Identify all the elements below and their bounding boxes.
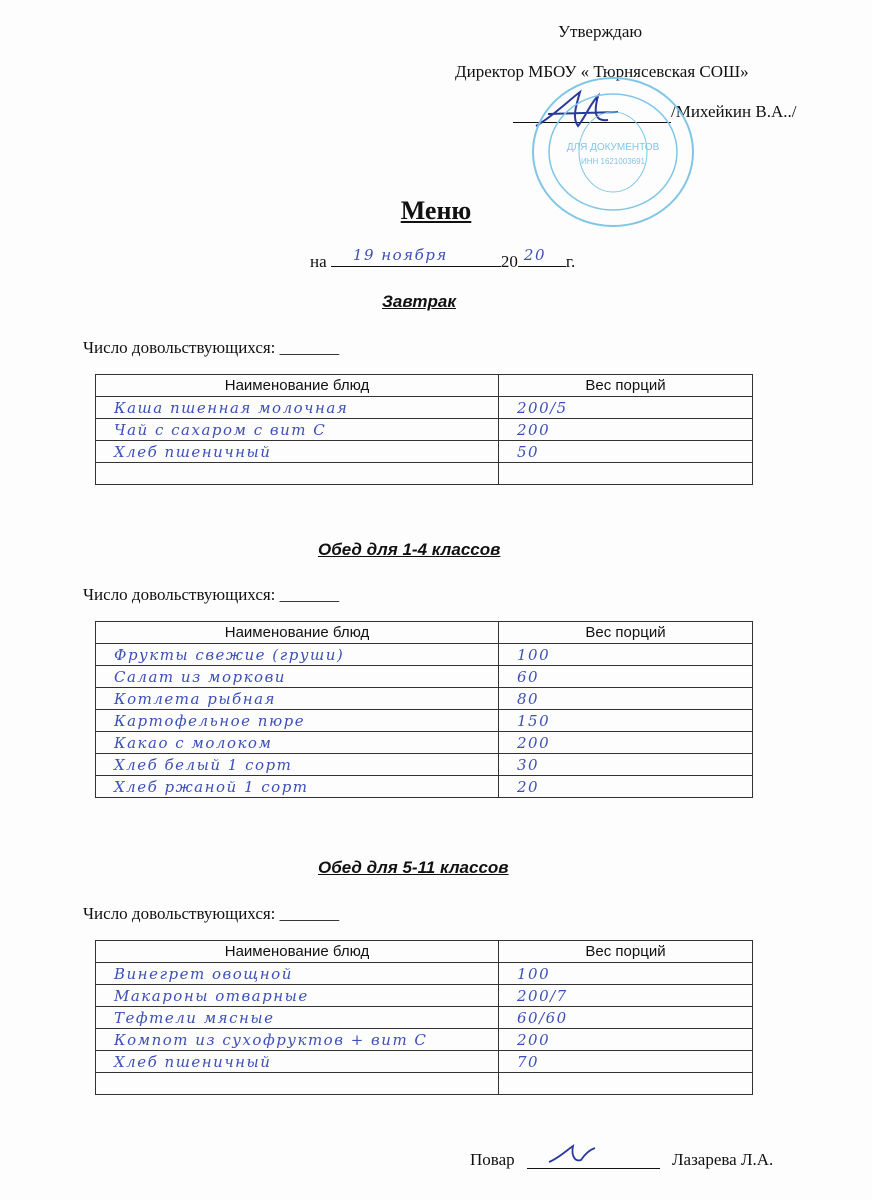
table-row [96, 732, 753, 754]
approval-heading: Утверждаю [558, 22, 643, 41]
stamp-text-1: ДЛЯ ДОКУМЕНТОВ [566, 142, 660, 153]
weight-column-header: Вес порций [499, 622, 753, 644]
weight-cell: 20 [499, 776, 753, 798]
weight-cell: 70 [499, 1051, 753, 1073]
dish-cell: Каша пшенная молочная [96, 397, 499, 419]
table-row [96, 754, 753, 776]
page-title: Меню [400, 196, 472, 225]
table-header-row [96, 375, 753, 397]
table-row [96, 710, 753, 732]
lunch-1-4-table [95, 621, 753, 798]
table-row [96, 644, 753, 666]
date-field [331, 246, 501, 267]
weight-cell: 150 [499, 710, 753, 732]
dish-cell: Хлеб пшеничный [96, 441, 499, 463]
table-row [96, 688, 753, 710]
lunch-1-4-count-label: Число довольствующихся: _______ [83, 585, 340, 604]
dish-cell: Картофельное пюре [96, 710, 499, 732]
year-prefix: 20 [500, 252, 518, 271]
table-row [96, 1073, 753, 1095]
date-suffix: г. [565, 252, 576, 271]
weight-cell: 60 [499, 666, 753, 688]
dish-column-header: Наименование блюд [96, 941, 499, 963]
table-row [96, 963, 753, 985]
weight-cell: 200 [499, 419, 753, 441]
weight-cell: 100 [499, 644, 753, 666]
stamp-text-2: ИНН 1621003691 [580, 157, 646, 166]
table-row [96, 985, 753, 1007]
weight-cell: 80 [499, 688, 753, 710]
dish-cell [96, 463, 499, 485]
year-field [518, 246, 566, 267]
weight-cell: 30 [499, 754, 753, 776]
weight-cell: 60/60 [499, 1007, 753, 1029]
director-name: /Михейкин В.А../ [671, 102, 797, 121]
breakfast-count-label: Число довольствующихся: _______ [83, 338, 340, 357]
director-position: Директор МБОУ « Тюрнясевская СОШ» [455, 62, 749, 81]
date-handwritten: 19 ноября [352, 246, 448, 264]
cook-signature [545, 1140, 605, 1170]
weight-cell [499, 1073, 753, 1095]
table-header-row [96, 941, 753, 963]
dish-column-header: Наименование блюд [96, 375, 499, 397]
dish-cell: Чай с сахаром с вит С [96, 419, 499, 441]
weight-cell: 200 [499, 1029, 753, 1051]
dish-cell: Компот из сухофруктов + вит С [96, 1029, 499, 1051]
breakfast-title: Завтрак [382, 292, 456, 311]
date-prefix: на [310, 252, 327, 271]
date-line [310, 246, 576, 272]
cook-name: Лазарева Л.А. [672, 1150, 774, 1169]
table-row [96, 397, 753, 419]
table-row [96, 666, 753, 688]
breakfast-table [95, 374, 753, 485]
weight-column-header: Вес порций [499, 375, 753, 397]
table-row [96, 1029, 753, 1051]
table-row [96, 1051, 753, 1073]
dish-cell: Хлеб пшеничный [96, 1051, 499, 1073]
dish-cell: Салат из моркови [96, 666, 499, 688]
lunch-5-11-count-label: Число довольствующихся: _______ [83, 904, 340, 923]
dish-cell: Макароны отварные [96, 985, 499, 1007]
lunch-5-11-table [95, 940, 753, 1095]
table-row [96, 419, 753, 441]
dish-cell: Фрукты свежие (груши) [96, 644, 499, 666]
weight-cell: 200 [499, 732, 753, 754]
weight-cell: 100 [499, 963, 753, 985]
table-header-row [96, 622, 753, 644]
table-row [96, 441, 753, 463]
dish-cell: Хлеб ржаной 1 сорт [96, 776, 499, 798]
weight-column-header: Вес порций [499, 941, 753, 963]
dish-cell: Хлеб белый 1 сорт [96, 754, 499, 776]
table-row [96, 776, 753, 798]
weight-cell: 200/5 [499, 397, 753, 419]
dish-cell: Тефтели мясные [96, 1007, 499, 1029]
dish-column-header: Наименование блюд [96, 622, 499, 644]
table-row [96, 463, 753, 485]
weight-cell: 200/7 [499, 985, 753, 1007]
dish-cell: Какао с молоком [96, 732, 499, 754]
cook-label: Повар [470, 1150, 515, 1169]
weight-cell [499, 463, 753, 485]
weight-cell: 50 [499, 441, 753, 463]
table-row [96, 1007, 753, 1029]
lunch-5-11-title: Обед для 5-11 классов [318, 858, 509, 877]
lunch-1-4-title: Обед для 1-4 классов [318, 540, 501, 559]
dish-cell: Котлета рыбная [96, 688, 499, 710]
year-handwritten: 20 [523, 246, 546, 264]
dish-cell [96, 1073, 499, 1095]
dish-cell: Винегрет овощной [96, 963, 499, 985]
